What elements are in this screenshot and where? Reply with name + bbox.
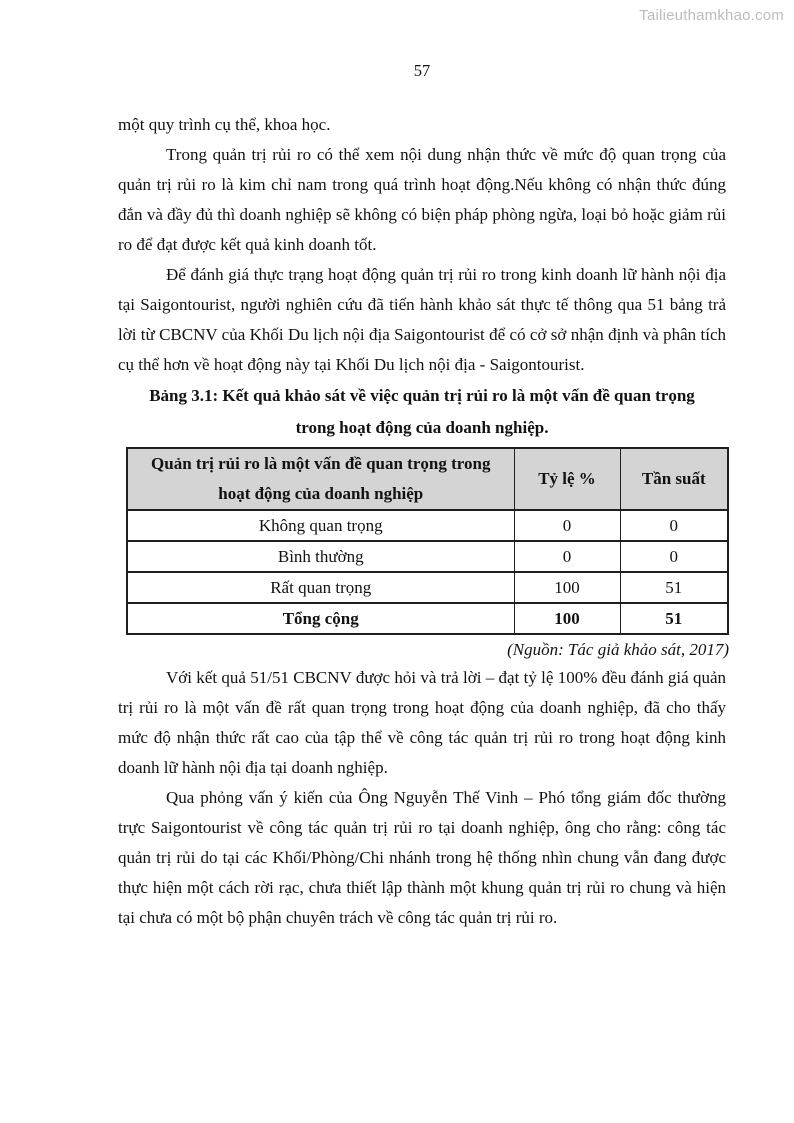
survey-results-table — [126, 447, 729, 635]
table-cell-label: Rất quan trọng — [127, 572, 514, 603]
table-cell-rate: 100 — [514, 572, 620, 603]
table-cell-frequency: 51 — [620, 603, 728, 634]
paragraph-survey-method: Để đánh giá thực trạng hoạt động quản trị rủi ro trong kinh doanh lữ hành nội địa tại Saigontourist, người nghiên cứu đã tiến hành khảo sát thực tế thông qua 51 bảng trả lời từ CBCNV của Khối Du lịch nội địa Saigontourist để có cở sở nhận định và phân tích cụ thể hơn về hoạt động này tại Khối Du lịch nội địa - Saigontourist. — [118, 265, 726, 374]
table-row — [127, 572, 728, 603]
table-cell-label: Bình thường — [127, 541, 514, 572]
table-cell-frequency: 0 — [620, 510, 728, 541]
table-caption — [118, 380, 726, 444]
table-header-row — [127, 448, 728, 510]
table-row — [127, 541, 728, 572]
table-caption-line-2: trong hoạt động của doanh nghiệp. — [295, 418, 549, 437]
table-row — [127, 510, 728, 541]
site-watermark: Tailieuthamkhao.com — [639, 7, 784, 24]
paragraph-survey-result: Với kết quả 51/51 CBCNV được hỏi và trả lời – đạt tỷ lệ 100% đều đánh giá quản trị rủi ro là một vấn đề rất quan trọng trong hoạt động của doanh nghiệp, đã cho thấy mức độ nhận thức rất cao của tập thể về công tác quản trị rủi ro trong hoạt động kinh doanh lữ hành nội địa tại doanh nghiệp. — [118, 668, 726, 777]
page-content — [118, 56, 729, 933]
table-cell-rate: 0 — [514, 510, 620, 541]
table-cell-label: Không quan trọng — [127, 510, 514, 541]
paragraph-interview: Qua phỏng vấn ý kiến của Ông Nguyễn Thế Vinh – Phó tổng giám đốc thường trực Saigontourist về công tác quản trị rủi ro tại doanh nghiệp, ông cho rằng: công tác quản trị rủi do tại các Khối/Phòng/Chi nhánh trong hệ thống nhìn chung vẫn đang được thực hiện một cách rời rạc, chưa thiết lập thành một khung quản trị rủi ro chung và hiện tại chưa có một bộ phận chuyên trách về công tác quản trị rủi ro. — [118, 788, 726, 927]
table-caption-line-1: Bảng 3.1: Kết quả khảo sát về việc quản trị rủi ro là một vấn đề quan trọng — [149, 386, 695, 405]
table-header-frequency: Tần suất — [620, 448, 728, 510]
table-cell-frequency: 0 — [620, 541, 728, 572]
table-cell-label: Tổng cộng — [127, 603, 514, 634]
paragraph-intro: Trong quản trị rủi ro có thể xem nội dung nhận thức về mức độ quan trọng của quản trị rủi ro là kim chỉ nam trong quá trình hoạt động.Nếu không có nhận thức đúng đắn và đầy đủ thì doanh nghiệp sẽ không có biện pháp phòng ngừa, loại bỏ hoặc giảm rủi ro để đạt được kết quả kinh doanh tốt. — [118, 145, 726, 254]
table-total-row — [127, 603, 728, 634]
table-source-note: (Nguồn: Tác giả khảo sát, 2017) — [507, 640, 729, 659]
table-header-rate: Tỷ lệ % — [514, 448, 620, 510]
table-cell-rate: 100 — [514, 603, 620, 634]
table-cell-rate: 0 — [514, 541, 620, 572]
table-cell-frequency: 51 — [620, 572, 728, 603]
page-number: 57 — [413, 61, 431, 80]
table-header-criteria: Quản trị rủi ro là một vấn đề quan trọng trong hoạt động của doanh nghiệp — [127, 448, 514, 510]
paragraph-continuation: một quy trình cụ thể, khoa học. — [118, 115, 331, 134]
